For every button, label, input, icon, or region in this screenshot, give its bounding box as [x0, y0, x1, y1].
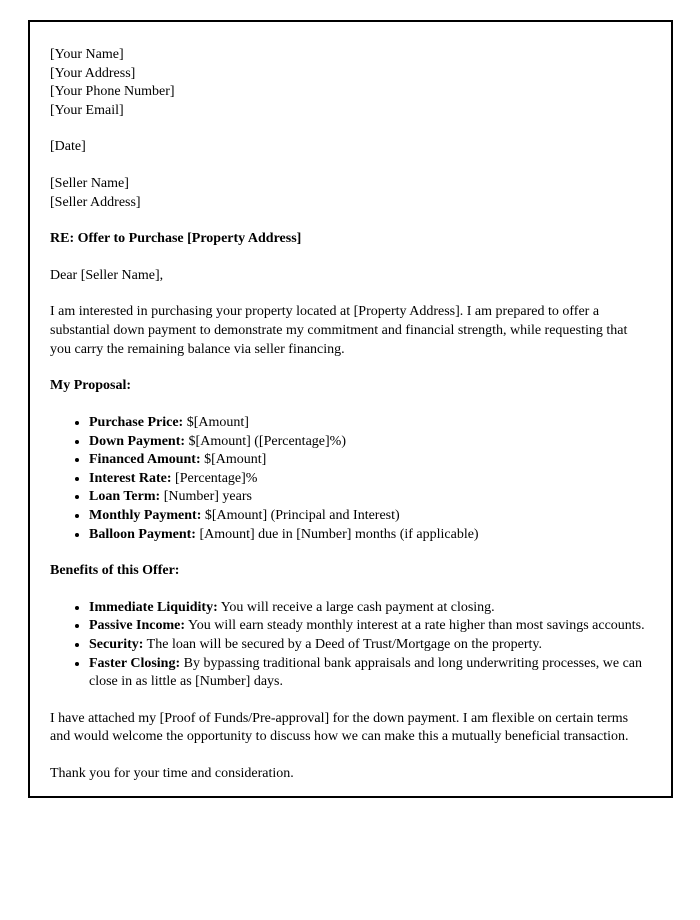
sender-line: [Your Email]	[50, 102, 124, 118]
benefit-item	[89, 617, 651, 636]
sender-line: [Your Name]	[50, 47, 124, 62]
item-text: You will earn steady monthly interest at a rate higher than most savings accounts.	[185, 618, 645, 634]
item-label: Financed Amount:	[89, 452, 201, 468]
item-label: Balloon Payment:	[89, 526, 196, 542]
proposal-item	[89, 451, 651, 470]
benefits-list	[50, 599, 651, 692]
item-text: $[Amount]	[183, 414, 249, 430]
item-text: You will receive a large cash payment at closing.	[217, 599, 495, 615]
date-line: [Date]	[50, 139, 86, 155]
item-text: The loan will be secured by a Deed of Trust/Mortgage on the property.	[143, 637, 542, 653]
item-label: Monthly Payment:	[89, 507, 202, 523]
sender-line: [Your Phone Number]	[50, 84, 175, 100]
item-label: Purchase Price:	[89, 414, 184, 430]
sender-block	[50, 46, 651, 120]
proposal-item	[89, 470, 651, 489]
benefit-item	[89, 636, 651, 655]
item-text: [Amount] due in [Number] months (if applicable)	[195, 526, 479, 542]
item-text: [Number] years	[160, 489, 252, 505]
letter-page	[28, 20, 673, 798]
recipient-line: [Seller Name]	[50, 176, 129, 192]
recipient-line: [Seller Address]	[50, 194, 141, 210]
proposal-item	[89, 526, 651, 545]
item-label: Passive Income:	[89, 618, 186, 634]
item-label: Faster Closing:	[89, 655, 181, 671]
subject-line: RE: Offer to Purchase [Property Address]	[50, 231, 302, 247]
intro-paragraph: I am interested in purchasing your property located at [Property Address]. I am prepared to offer a substantial down payment to demonstrate my commitment and financial strength, while requesting that you carry the remaining balance via seller financing.	[50, 304, 628, 357]
item-label: Interest Rate:	[89, 470, 172, 486]
item-text: $[Amount]	[200, 452, 267, 468]
item-text: [Percentage]%	[171, 470, 258, 486]
benefit-item	[89, 599, 651, 618]
item-label: Security:	[89, 637, 144, 653]
proposal-item	[89, 507, 651, 526]
item-text: By bypassing traditional bank appraisals and long underwriting processes, we can close in as little as [Number] days.	[89, 655, 643, 690]
sender-line: [Your Address]	[50, 65, 136, 81]
item-text: $[Amount] ([Percentage]%)	[185, 433, 346, 449]
proposal-list	[50, 414, 651, 544]
closing-paragraph: I have attached my [Proof of Funds/Pre-approval] for the down payment. I am flexible on certain terms and would welcome the opportunity to discuss how we can make this a mutually beneficial transaction.	[50, 710, 629, 745]
recipient-block	[50, 175, 651, 212]
thanks-line: Thank you for your time and consideration.	[50, 766, 294, 782]
salutation: Dear [Seller Name],	[50, 267, 164, 283]
proposal-item	[89, 433, 651, 452]
proposal-item	[89, 414, 651, 433]
item-label: Immediate Liquidity:	[89, 599, 218, 615]
benefit-item	[89, 655, 651, 692]
proposal-heading: My Proposal:	[50, 378, 132, 394]
proposal-item	[89, 488, 651, 507]
item-text: $[Amount] (Principal and Interest)	[201, 507, 400, 523]
item-label: Loan Term:	[89, 489, 161, 505]
benefits-heading: Benefits of this Offer:	[50, 563, 180, 579]
item-label: Down Payment:	[89, 433, 186, 449]
